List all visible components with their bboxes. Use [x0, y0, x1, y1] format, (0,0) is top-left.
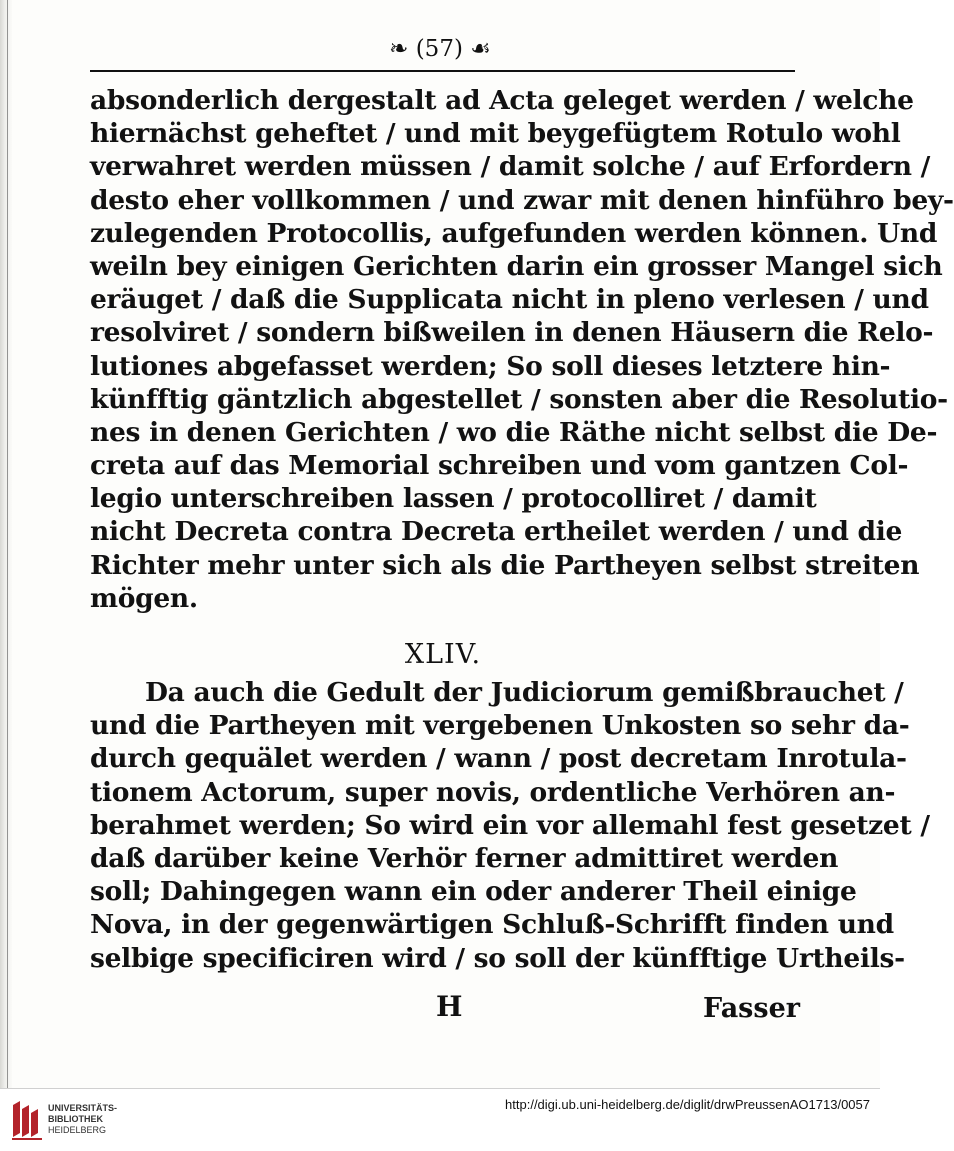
catchword: Fasser — [703, 993, 800, 1024]
text-line: berahmet werden; So wird ein vor allemahl fest gesetzet / — [90, 809, 930, 841]
text-line: Nova, in der gegenwärtigen Schluß-Schrifft finden und — [90, 909, 894, 941]
text-line: künfftig gäntzlich abgestellet / sonsten aber die Resolutio- — [90, 383, 948, 415]
text-line: hiernächst geheftet / und mit beygefügtem Rotulo wohl — [90, 118, 901, 150]
text-line: soll; Dahingegen wann ein oder anderer Theil einige — [90, 876, 857, 908]
section-heading: XLIV. — [404, 639, 482, 670]
university-logo-icon[interactable] — [10, 1097, 44, 1141]
text-line: nicht Decreta contra Decreta ertheilet werden / und die — [90, 516, 903, 548]
paragraph-2 — [90, 676, 930, 975]
paragraph-1 — [90, 84, 954, 615]
institution-name — [48, 1103, 117, 1136]
text-line: nes in denen Gerichten / wo die Räthe nicht selbst die De- — [90, 416, 938, 448]
footer-bar — [0, 1088, 880, 1151]
text-line: absonderlich dergestalt ad Acta geleget werden / welche — [90, 85, 914, 116]
source-url-link[interactable]: http://digi.ub.uni-heidelberg.de/diglit/drwPreussenAO1713/0057 — [505, 1097, 870, 1112]
text-line: eräuget / daß die Supplicata nicht in pleno verlesen / und — [90, 284, 929, 316]
text-line: mögen. — [90, 582, 198, 614]
text-line: tionem Actorum, super novis, ordentliche Verhören an- — [90, 776, 896, 808]
text-line: weiln bey einigen Gerichten darin ein grosser Mangel sich — [90, 250, 943, 282]
text-line: zulegenden Protocollis, aufgefunden werden können. Und — [90, 217, 938, 249]
text-line: creta auf das Memorial schreiben und vom gantzen Col- — [90, 450, 909, 482]
text-line: und die Partheyen mit vergebenen Unkosten so sehr da- — [90, 710, 910, 742]
text-line: daß darüber keine Verhör ferner admittiret werden — [90, 842, 839, 874]
institution-line-3: HEIDELBERG — [48, 1125, 107, 1135]
institution-line-1: UNIVERSITÄTS- — [48, 1103, 118, 1113]
text-line: selbige specificiren wird / so soll der künfftige Urtheils- — [90, 942, 905, 974]
page-gutter-line — [7, 0, 8, 1088]
text-line: Richter mehr unter sich als die Partheyen selbst streiten — [90, 549, 920, 581]
text-line: legio unterschreiben lassen / protocolliret / damit — [90, 483, 817, 515]
text-line: Da auch die Gedult der Judiciorum gemißbrauchet / — [145, 677, 904, 708]
header-rule — [90, 70, 795, 72]
page-gutter-edge — [0, 0, 12, 1088]
text-line: resolviret / sondern bißweilen in denen Häusern die Relo- — [90, 317, 934, 349]
institution-line-2: BIBLIOTHEK — [48, 1114, 103, 1124]
text-line: verwahret werden müssen / damit solche / auf Erfordern / — [90, 151, 930, 183]
signature-mark: H — [436, 990, 463, 1023]
page-number-header: ❧ (57) ☙ — [389, 36, 491, 62]
text-line: desto eher vollkommen / und zwar mit denen hinführo bey- — [90, 184, 954, 216]
text-line: durch gequälet werden / wann / post decretam Inrotula- — [90, 743, 907, 775]
text-line: lutiones abgefasset werden; So soll dieses letztere hin- — [90, 350, 891, 382]
